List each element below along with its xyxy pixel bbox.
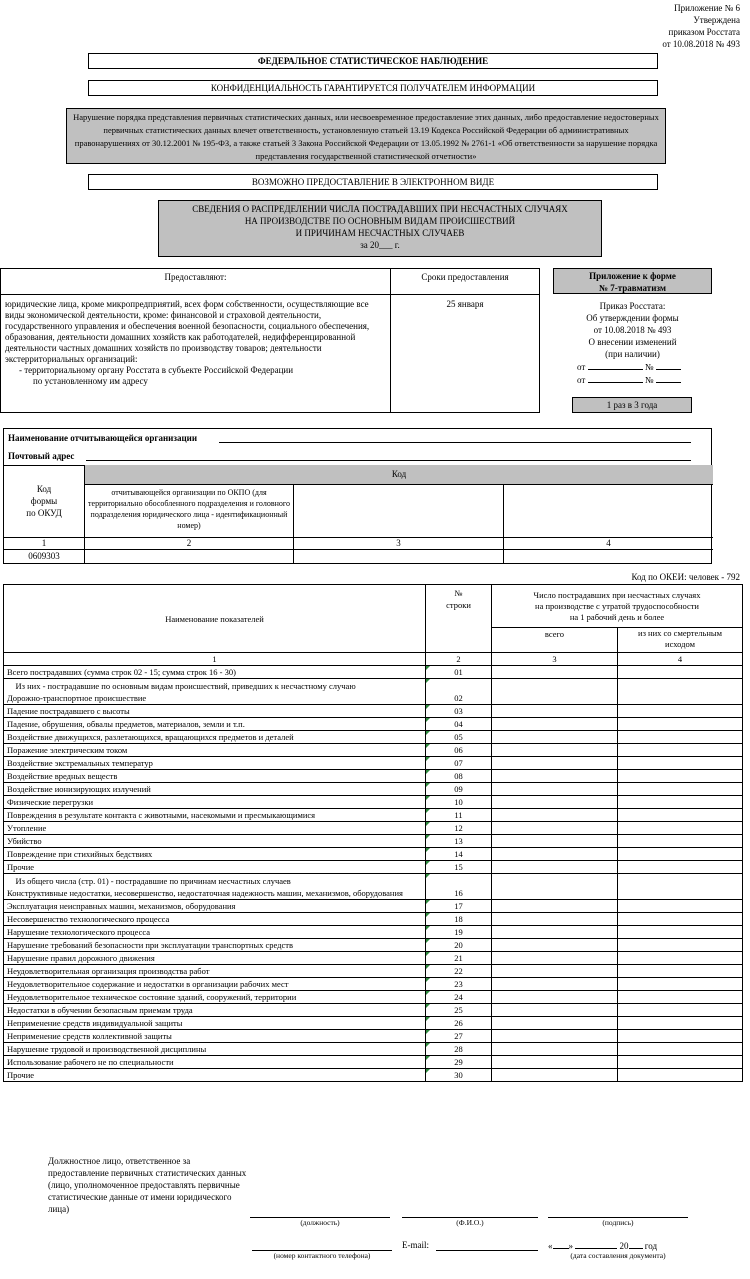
table-row (4, 679, 743, 705)
row-number: 20 (426, 939, 492, 952)
col-header-row-no-line: № (454, 588, 463, 598)
indicator-name: Воздействие экстремальных температур (4, 757, 426, 770)
fatal-cell[interactable] (618, 783, 743, 796)
indicator-name: Воздействие движущихся, разлетающихся, вращающихся предметов и деталей (4, 731, 426, 744)
col-header-count-line: на 1 рабочий день и более (569, 611, 665, 622)
indicator-name: Нарушение требований безопасности при эксплуатации транспортных средств (4, 939, 426, 952)
indicator-name (4, 679, 426, 705)
fio-caption: (Ф.И.О.) (456, 1218, 484, 1227)
org-name-label: Наименование отчитывающейся организации (8, 433, 198, 443)
providers-table (0, 268, 540, 413)
official-label: Должностное лицо, ответственное за предоставление первичных статистических данных (лицо, уполномоченное предоставлять первичные статистические данные от имени юридического лица) (48, 1156, 247, 1214)
fatal-cell[interactable] (618, 952, 743, 965)
row-number: 08 (426, 770, 492, 783)
year-prefix: 20 (619, 1241, 629, 1251)
indicator-name: Неудовлетворительная организация производства работ (4, 965, 426, 978)
indicator-name: Всего пострадавших (сумма строк 02 - 15; сумма строк 16 - 30) (4, 666, 426, 679)
indicator-name: Воздействие вредных веществ (4, 770, 426, 783)
row-number: 25 (426, 1004, 492, 1017)
col-header-count-line: на производстве с утратой трудоспособности (535, 600, 699, 611)
total-cell[interactable] (492, 809, 618, 822)
total-cell[interactable] (492, 666, 618, 679)
change-number-field[interactable] (656, 373, 681, 383)
fatal-cell[interactable] (618, 913, 743, 926)
fatal-cell[interactable] (618, 965, 743, 978)
title-line: НА ПРОИЗВОДСТВЕ ПО ОСНОВНЫМ ВИДАМ ПРОИСШЕСТВИЙ (244, 216, 516, 226)
approval-line: Приложение № 6 (674, 3, 740, 13)
providers-header: Предоставляют: (1, 269, 391, 295)
fatal-cell[interactable] (618, 744, 743, 757)
indicator-name: Нарушение трудовой и производственной дисциплины (4, 1043, 426, 1056)
row-number: 17 (426, 900, 492, 913)
section-heading: Из них - пострадавшие по основным видам происшествий, приведших к несчастному случаю (7, 681, 356, 691)
indicator-name: Поражение электрическим током (4, 744, 426, 757)
email-field[interactable] (436, 1250, 538, 1251)
phone-caption: (номер контактного телефона) (273, 1251, 371, 1260)
fatal-cell[interactable] (618, 679, 743, 705)
indicators-table (3, 584, 743, 1082)
providers-sub2: по установленному им адресу (33, 376, 148, 386)
col-header-total: всего (492, 628, 618, 653)
electronic-banner: ВОЗМОЖНО ПРЕДОСТАВЛЕНИЕ В ЭЛЕКТРОННОМ ВИДЕ (88, 174, 658, 190)
col-number: 4 (606, 538, 611, 548)
col-number: 2 (84, 537, 294, 549)
year-field[interactable] (629, 1240, 643, 1249)
row-number: 07 (426, 757, 492, 770)
row-number: 09 (426, 783, 492, 796)
indicator-label: Конструктивные недостатки, несовершенство, недостаточная надежность машин, механизмов, оборудования (7, 888, 403, 898)
deadline-header: Сроки предоставления (391, 269, 539, 295)
row-number: 06 (426, 744, 492, 757)
fatal-cell[interactable] (618, 809, 743, 822)
postal-address-field[interactable] (86, 460, 691, 461)
indicator-name: Убийство (4, 835, 426, 848)
indicator-name: Неприменение средств индивидуальной защиты (4, 1017, 426, 1030)
fatal-cell[interactable] (618, 1069, 743, 1082)
table-row (4, 666, 743, 679)
row-number: 24 (426, 991, 492, 1004)
code-value-field[interactable] (294, 549, 504, 563)
fatal-cell[interactable] (618, 1043, 743, 1056)
deadline-value: 25 января (446, 299, 484, 309)
date-caption: (дата составления документа) (570, 1251, 666, 1260)
indicator-name: Эксплуатация неисправных машин, механизмов, оборудования (4, 900, 426, 913)
change-date-field[interactable] (588, 360, 643, 370)
row-number: 30 (426, 1069, 492, 1082)
table-row (4, 978, 743, 991)
okud-label-line: Код (36, 484, 52, 494)
table-row (4, 1056, 743, 1069)
change-number-field[interactable] (656, 360, 681, 370)
fatal-cell[interactable] (618, 822, 743, 835)
table-row (4, 718, 743, 731)
total-cell[interactable] (492, 991, 618, 1004)
col-index: 3 (492, 653, 618, 666)
date-close-quote: » (568, 1241, 573, 1251)
fatal-cell[interactable] (618, 835, 743, 848)
col-header-name: Наименование показателей (4, 585, 426, 653)
total-cell[interactable] (492, 679, 618, 705)
col-header-fatal-line: исходом (665, 639, 695, 650)
total-cell[interactable] (492, 783, 618, 796)
providers-text: юридические лица, кроме микропредприятий, всех форм собственности, осуществляющие все виды экономической деятельности, кроме: финансовой и страховой деятельности, государственного управления и обеспечения военной безопасности, социального обеспечения, образования, деятельности домашних хозяйств как работодателей, недифференцированной деятельности частных домашних хозяйств по производству товаров; деятельности экстерриториальных организаций: (5, 299, 370, 364)
table-row (4, 731, 743, 744)
organization-block (3, 428, 712, 564)
row-number: 14 (426, 848, 492, 861)
code-value-field[interactable] (504, 549, 713, 563)
order-info (553, 300, 712, 386)
indicator-name: Прочие (4, 861, 426, 874)
row-number: 01 (426, 666, 492, 679)
title-period: за 20___ г. (360, 240, 400, 250)
indicator-name: Неприменение средств коллективной защиты (4, 1030, 426, 1043)
approval-line: от 10.08.2018 № 493 (662, 39, 740, 49)
fatal-cell[interactable] (618, 991, 743, 1004)
okei-code: Код по ОКЕИ: человек - 792 (631, 572, 740, 582)
total-cell[interactable] (492, 1069, 618, 1082)
row-number: 15 (426, 861, 492, 874)
fatal-cell[interactable] (618, 757, 743, 770)
form-title (158, 200, 602, 257)
order-line: от 10.08.2018 № 493 (593, 325, 672, 335)
total-cell[interactable] (492, 718, 618, 731)
fatal-cell[interactable] (618, 900, 743, 913)
code-header: Код (84, 465, 713, 485)
table-row (4, 952, 743, 965)
table-row (4, 874, 743, 900)
row-number: 03 (426, 705, 492, 718)
number-label: № (644, 362, 654, 372)
total-cell[interactable] (492, 939, 618, 952)
fatal-cell[interactable] (618, 731, 743, 744)
table-row (4, 965, 743, 978)
row-number: 22 (426, 965, 492, 978)
row-number: 23 (426, 978, 492, 991)
total-cell[interactable] (492, 952, 618, 965)
total-cell[interactable] (492, 744, 618, 757)
fatal-cell[interactable] (618, 718, 743, 731)
col-header-count-line: Число пострадавших при несчастных случаях (533, 589, 701, 600)
total-cell[interactable] (492, 978, 618, 991)
table-row (4, 1069, 743, 1082)
email-label: E-mail: (402, 1240, 429, 1250)
okpo-label: отчитывающейся организации по ОКПО (для территориально обособленного подразделения и головного подразделения юридического лица - идентификационный номер) (84, 485, 294, 537)
total-cell[interactable] (492, 770, 618, 783)
indicator-name: Воздействие ионизирующих излучений (4, 783, 426, 796)
table-row (4, 770, 743, 783)
indicator-name: Падение пострадавшего с высоты (4, 705, 426, 718)
form-box-title-line: Приложение к форме (589, 271, 676, 281)
col-index: 1 (4, 653, 426, 666)
indicator-name: Прочие (4, 1069, 426, 1082)
fatal-cell[interactable] (618, 926, 743, 939)
total-cell[interactable] (492, 757, 618, 770)
okud-label-line: формы (30, 496, 58, 506)
row-number: 28 (426, 1043, 492, 1056)
okud-value: 0609303 (28, 551, 60, 561)
col-header-row-no (426, 585, 492, 653)
total-cell[interactable] (492, 900, 618, 913)
table-row (4, 1043, 743, 1056)
row-number: 27 (426, 1030, 492, 1043)
table-row (4, 809, 743, 822)
fatal-cell[interactable] (618, 666, 743, 679)
date-field[interactable] (548, 1240, 693, 1251)
okpo-value-field[interactable] (84, 549, 294, 563)
total-cell[interactable] (492, 705, 618, 718)
col-header-row-no-line: строки (446, 600, 471, 610)
table-row (4, 796, 743, 809)
day-field[interactable] (553, 1240, 569, 1249)
col-number: 3 (294, 537, 504, 549)
fatal-cell[interactable] (618, 1004, 743, 1017)
total-cell[interactable] (492, 1004, 618, 1017)
fatal-cell[interactable] (618, 874, 743, 900)
total-cell[interactable] (492, 1017, 618, 1030)
fatal-cell[interactable] (618, 939, 743, 952)
violation-notice: Нарушение порядка представления первичных статистических данных, или несвоевременное предоставление этих данных, либо предоставление недостоверных первичных статистических данных влечет ответственность, установленную статьей 13.19 Кодекса Российской Федерации об административных правонарушениях от 30.12.2001 № 195-ФЗ, а также статьей 3 Закона Российской Федерации от 13.05.1992 № 2761-1 «Об ответственности за нарушение порядка представления государственной статистической отчетности» (66, 108, 666, 164)
table-row (4, 913, 743, 926)
total-cell[interactable] (492, 913, 618, 926)
total-cell[interactable] (492, 1030, 618, 1043)
org-name-field[interactable] (219, 442, 691, 443)
title-line: И ПРИЧИНАМ НЕСЧАСТНЫХ СЛУЧАЕВ (295, 228, 465, 238)
from-label: от (577, 362, 586, 372)
fatal-cell[interactable] (618, 796, 743, 809)
indicator-name: Нарушение технологического процесса (4, 926, 426, 939)
change-date-field[interactable] (588, 373, 643, 383)
section-heading: Из общего числа (стр. 01) - пострадавшие по причинам несчастных случаев (7, 876, 291, 886)
postal-address-label: Почтовый адрес (8, 451, 75, 461)
table-row (4, 1030, 743, 1043)
total-cell[interactable] (492, 822, 618, 835)
table-row (4, 783, 743, 796)
total-cell[interactable] (492, 1056, 618, 1069)
fatal-cell[interactable] (618, 1017, 743, 1030)
fatal-cell[interactable] (618, 770, 743, 783)
position-caption: (должность) (300, 1218, 340, 1227)
table-row (4, 1017, 743, 1030)
year-suffix: год (644, 1241, 658, 1251)
fatal-cell[interactable] (618, 1030, 743, 1043)
col-header-count (492, 585, 743, 628)
table-row (4, 822, 743, 835)
indicator-name: Повреждение при стихийных бедствиях (4, 848, 426, 861)
row-number: 13 (426, 835, 492, 848)
indicator-name: Несовершенство технологического процесса (4, 913, 426, 926)
order-line: О внесении изменений (588, 337, 677, 347)
row-number: 10 (426, 796, 492, 809)
fatal-cell[interactable] (618, 861, 743, 874)
table-row (4, 861, 743, 874)
total-cell[interactable] (492, 1043, 618, 1056)
number-label: № (644, 375, 654, 385)
indicator-name: Утопление (4, 822, 426, 835)
form-box-title-line: № 7-травматизм (598, 283, 667, 293)
col-number: 1 (41, 538, 47, 548)
indicator-name: Нарушение правил дорожного движения (4, 952, 426, 965)
row-number: 19 (426, 926, 492, 939)
approval-line: приказом Росстата (668, 27, 740, 37)
row-number: 29 (426, 1056, 492, 1069)
indicator-name: Недостатки в обучении безопасным приемам труда (4, 1004, 426, 1017)
table-row (4, 991, 743, 1004)
approval-line: Утверждена (693, 15, 740, 25)
table-row (4, 744, 743, 757)
indicator-name: Неудовлетворительное техническое состояние зданий, сооружений, территории (4, 991, 426, 1004)
table-row (4, 835, 743, 848)
total-cell[interactable] (492, 835, 618, 848)
title-line: СВЕДЕНИЯ О РАСПРЕДЕЛЕНИИ ЧИСЛА ПОСТРАДАВШИХ ПРИ НЕСЧАСТНЫХ СЛУЧАЯХ (192, 204, 568, 214)
row-number: 12 (426, 822, 492, 835)
total-cell[interactable] (492, 796, 618, 809)
federal-banner: ФЕДЕРАЛЬНОЕ СТАТИСТИЧЕСКОЕ НАБЛЮДЕНИЕ (88, 53, 658, 69)
indicator-name: Использование рабочего не по специальности (4, 1056, 426, 1069)
fatal-cell[interactable] (618, 978, 743, 991)
table-row (4, 757, 743, 770)
table-row (4, 939, 743, 952)
row-number: 16 (426, 874, 492, 900)
col-index: 2 (426, 653, 492, 666)
form-box-title (553, 268, 712, 294)
row-number: 26 (426, 1017, 492, 1030)
providers-body (1, 295, 391, 412)
okud-label (4, 483, 84, 519)
confidential-banner: КОНФИДЕНЦИАЛЬНОСТЬ ГАРАНТИРУЕТСЯ ПОЛУЧАТЕЛЕМ ИНФОРМАЦИИ (88, 80, 658, 96)
providers-sub: - территориальному органу Росстата в субъекте Российской Федерации (19, 365, 294, 375)
indicator-name (4, 874, 426, 900)
col-index: 4 (618, 653, 743, 666)
fatal-cell[interactable] (618, 1056, 743, 1069)
row-number: 11 (426, 809, 492, 822)
row-number: 05 (426, 731, 492, 744)
table-row (4, 848, 743, 861)
row-number: 02 (426, 679, 492, 705)
from-label: от (577, 375, 586, 385)
row-number: 18 (426, 913, 492, 926)
indicator-label: Дорожно-транспортное происшествие (7, 693, 147, 703)
frequency-badge: 1 раз в 3 года (572, 397, 692, 413)
total-cell[interactable] (492, 861, 618, 874)
signature-caption: (подпись) (602, 1218, 634, 1227)
table-row (4, 705, 743, 718)
total-cell[interactable] (492, 965, 618, 978)
table-row (4, 926, 743, 939)
okud-label-line: по ОКУД (26, 508, 62, 518)
indicator-name: Неудовлетворительное содержание и недостатки в организации рабочих мест (4, 978, 426, 991)
indicator-name: Физические перегрузки (4, 796, 426, 809)
row-number: 21 (426, 952, 492, 965)
indicator-name: Падение, обрушения, обвалы предметов, материалов, земли и т.п. (4, 718, 426, 731)
order-line: Об утверждении формы (586, 313, 679, 323)
total-cell[interactable] (492, 874, 618, 900)
month-field[interactable] (575, 1240, 617, 1249)
indicator-name: Повреждения в результате контакта с животными, насекомыми и пресмыкающимися (4, 809, 426, 822)
total-cell[interactable] (492, 731, 618, 744)
table-row (4, 900, 743, 913)
col-header-fatal-line: из них со смертельным (638, 628, 722, 639)
table-row (4, 1004, 743, 1017)
order-line: Приказ Росстата: (599, 301, 666, 311)
date-open-quote: « (548, 1241, 553, 1251)
order-line: (при наличии) (605, 349, 660, 359)
col-header-fatal (618, 628, 743, 653)
total-cell[interactable] (492, 926, 618, 939)
fatal-cell[interactable] (618, 705, 743, 718)
approval-block (662, 2, 740, 50)
row-number: 04 (426, 718, 492, 731)
total-cell[interactable] (492, 848, 618, 861)
fatal-cell[interactable] (618, 848, 743, 861)
